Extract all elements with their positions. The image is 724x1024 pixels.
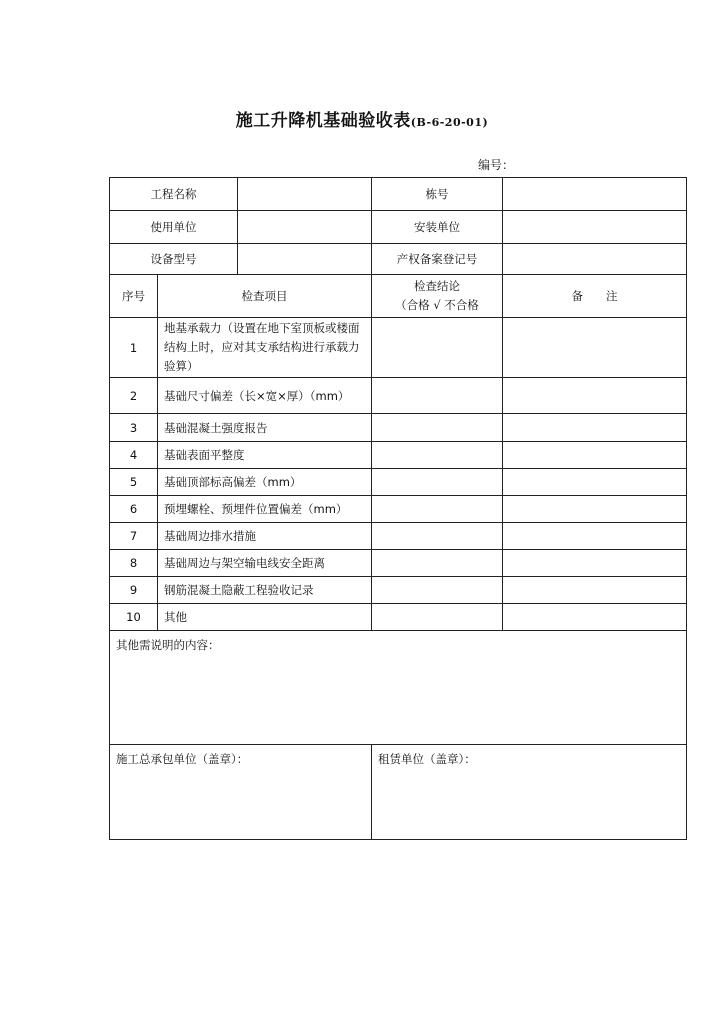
table-row	[110, 604, 687, 631]
item-remarks-field[interactable]	[503, 469, 687, 496]
item-text: 地基承载力（设置在地下室顶板或楼面结构上时，应对其支承结构进行承载力验算）	[158, 318, 372, 378]
item-no: 7	[110, 523, 158, 550]
item-text: 基础周边排水措施	[158, 523, 372, 550]
item-no: 5	[110, 469, 158, 496]
col-header-remarks: 备 注	[503, 275, 687, 318]
item-remarks-field[interactable]	[503, 577, 687, 604]
label-building-no: 栋号	[372, 178, 503, 211]
install-unit-field[interactable]	[503, 211, 687, 244]
form-code: (B-6-20-01)	[410, 116, 489, 129]
item-result-field[interactable]	[372, 378, 503, 414]
item-result-field[interactable]	[372, 414, 503, 442]
table-row	[110, 378, 687, 414]
item-result-field[interactable]	[372, 442, 503, 469]
general-contractor-label: 施工总承包单位（盖章）：	[116, 752, 249, 766]
item-no: 10	[110, 604, 158, 631]
leasing-unit-signature-field[interactable]	[372, 745, 687, 840]
item-text: 钢筋混凝土隐蔽工程验收记录	[158, 577, 372, 604]
item-remarks-field[interactable]	[503, 442, 687, 469]
inspection-table	[109, 177, 687, 840]
other-notes-field[interactable]	[110, 631, 687, 745]
label-property-reg-no: 产权备案登记号	[372, 244, 503, 275]
item-remarks-field[interactable]	[503, 378, 687, 414]
item-no: 3	[110, 414, 158, 442]
item-result-field[interactable]	[372, 469, 503, 496]
table-row	[110, 496, 687, 523]
item-text: 基础顶部标高偏差（mm）	[158, 469, 372, 496]
item-text: 其他	[158, 604, 372, 631]
label-project-name: 工程名称	[110, 178, 238, 211]
item-remarks-field[interactable]	[503, 523, 687, 550]
item-remarks-field[interactable]	[503, 318, 687, 378]
table-row	[110, 318, 687, 378]
item-text: 基础周边与架空输电线安全距离	[158, 550, 372, 577]
col-header-result	[372, 275, 503, 318]
item-remarks-field[interactable]	[503, 496, 687, 523]
item-remarks-field[interactable]	[503, 550, 687, 577]
form-title-text: 施工升降机基础验收表	[235, 111, 411, 131]
item-text: 预埋螺栓、预埋件位置偏差（mm）	[158, 496, 372, 523]
item-no: 6	[110, 496, 158, 523]
leasing-unit-label: 租赁单位（盖章）：	[378, 752, 476, 766]
item-text: 基础表面平整度	[158, 442, 372, 469]
other-notes-label: 其他需说明的内容：	[116, 638, 220, 652]
label-equipment-model: 设备型号	[110, 244, 238, 275]
item-result-field[interactable]	[372, 318, 503, 378]
item-text: 基础尺寸偏差（长×宽×厚）（mm）	[158, 378, 372, 414]
item-no: 8	[110, 550, 158, 577]
table-row	[110, 523, 687, 550]
item-remarks-field[interactable]	[503, 414, 687, 442]
general-contractor-signature-field[interactable]	[110, 745, 372, 840]
building-no-field[interactable]	[503, 178, 687, 211]
item-no: 1	[110, 318, 158, 378]
using-unit-field[interactable]	[238, 211, 372, 244]
col-header-result-line2: （合格 √ 不合格	[395, 298, 479, 312]
item-no: 4	[110, 442, 158, 469]
item-result-field[interactable]	[372, 604, 503, 631]
item-no: 9	[110, 577, 158, 604]
form-number-label: 编号：	[478, 158, 515, 172]
label-install-unit: 安装单位	[372, 211, 503, 244]
table-row	[110, 442, 687, 469]
col-header-item: 检查项目	[158, 275, 372, 318]
item-text: 基础混凝土强度报告	[158, 414, 372, 442]
form-title	[0, 106, 724, 131]
table-row	[110, 577, 687, 604]
table-row	[110, 550, 687, 577]
item-result-field[interactable]	[372, 577, 503, 604]
label-using-unit: 使用单位	[110, 211, 238, 244]
project-name-field[interactable]	[238, 178, 372, 211]
item-remarks-field[interactable]	[503, 604, 687, 631]
item-result-field[interactable]	[372, 550, 503, 577]
item-result-field[interactable]	[372, 523, 503, 550]
equipment-model-field[interactable]	[238, 244, 372, 275]
item-result-field[interactable]	[372, 496, 503, 523]
table-row	[110, 414, 687, 442]
col-header-result-line1: 检查结论	[414, 279, 460, 293]
table-row	[110, 469, 687, 496]
col-header-seq: 序号	[110, 275, 158, 318]
item-no: 2	[110, 378, 158, 414]
property-reg-no-field[interactable]	[503, 244, 687, 275]
